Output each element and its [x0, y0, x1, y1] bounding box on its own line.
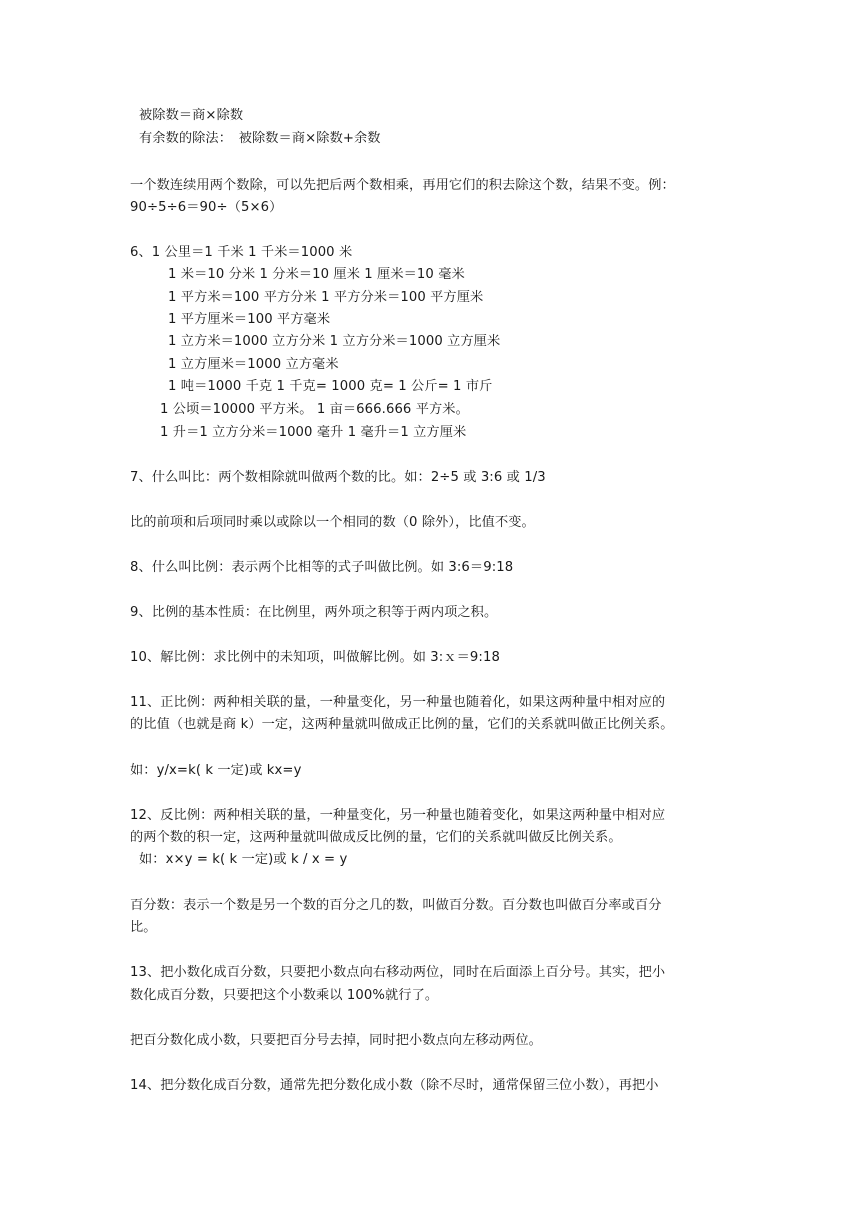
- text-line: 1 升＝1 立方分米＝1000 毫升 1 毫升＝1 立方厘米: [160, 425, 467, 440]
- text-line: 如：y/x=k( k 一定)或 kx=y: [130, 763, 302, 778]
- text-line: 1 平方米＝100 平方分米 1 平方分米＝100 平方厘米: [168, 290, 484, 305]
- text-line: 8、什么叫比例：表示两个比相等的式子叫做比例。如 3:6＝9:18: [130, 560, 514, 575]
- text-line: 1 米＝10 分米 1 分米＝10 厘米 1 厘米＝10 毫米: [168, 267, 465, 282]
- text-line: 被除数＝商×除数: [139, 108, 244, 123]
- text-line: 6、1 公里＝1 千米 1 千米＝1000 米: [130, 245, 353, 260]
- text-line: 7、什么叫比：两个数相除就叫做两个数的比。如：2÷5 或 3:6 或 1/3: [130, 470, 546, 485]
- text-line: 10、解比例：求比例中的未知项，叫做解比例。如 3:ｘ＝9:18: [130, 650, 500, 665]
- text-line: 比的前项和后项同时乘以或除以一个相同的数（0 除外），比值不变。: [130, 515, 535, 530]
- text-line: 如：x×y = k( k 一定)或 k / x = y: [139, 852, 348, 867]
- text-line: 把百分数化成小数，只要把百分号去掉，同时把小数点向左移动两位。: [130, 1033, 542, 1048]
- text-line: 1 立方厘米＝1000 立方毫米: [168, 357, 339, 372]
- text-line: 数化成百分数，只要把这个小数乘以 100%就行了。: [130, 988, 439, 1003]
- text-line: 12、反比例：两种相关联的量，一种量变化，另一种量也随着变化，如果这两种量中相对应: [130, 808, 666, 823]
- text-line: 1 公顷＝10000 平方米。 1 亩＝666.666 平方米。: [160, 402, 469, 417]
- text-line: 90÷5÷6＝90÷（5×6）: [130, 200, 283, 215]
- text-line: 1 平方厘米＝100 平方毫米: [168, 312, 331, 327]
- text-line: 1 吨＝1000 千克 1 千克= 1000 克= 1 公斤= 1 市斤: [168, 379, 493, 394]
- text-line: 百分数：表示一个数是另一个数的百分之几的数，叫做百分数。百分数也叫做百分率或百分: [130, 898, 662, 913]
- text-line: 的两个数的积一定，这两种量就叫做成反比例的量，它们的关系就叫做反比例关系。: [130, 830, 622, 845]
- text-line: 14、把分数化成百分数，通常先把分数化成小数（除不尽时，通常保留三位小数），再把小: [130, 1078, 659, 1093]
- text-line: 9、比例的基本性质：在比例里，两外项之积等于两内项之积。: [130, 605, 498, 620]
- text-line: 13、把小数化成百分数，只要把小数点向右移动两位，同时在后面添上百分号。其实，把小: [130, 965, 666, 980]
- text-line: 1 立方米＝1000 立方分米 1 立方分米＝1000 立方厘米: [168, 334, 501, 349]
- text-line: 有余数的除法： 被除数＝商×除数+余数: [139, 131, 381, 146]
- text-line: 11、正比例：两种相关联的量，一种量变化，另一种量也随着化，如果这两种量中相对应的: [130, 695, 666, 710]
- text-line: 一个数连续用两个数除，可以先把后两个数相乘，再用它们的积去除这个数，结果不变。例：: [130, 178, 675, 193]
- text-line: 的比值（也就是商 k）一定，这两种量就叫做成正比例的量，它们的关系就叫做正比例关系。: [130, 717, 674, 732]
- text-line: 比。: [130, 920, 157, 935]
